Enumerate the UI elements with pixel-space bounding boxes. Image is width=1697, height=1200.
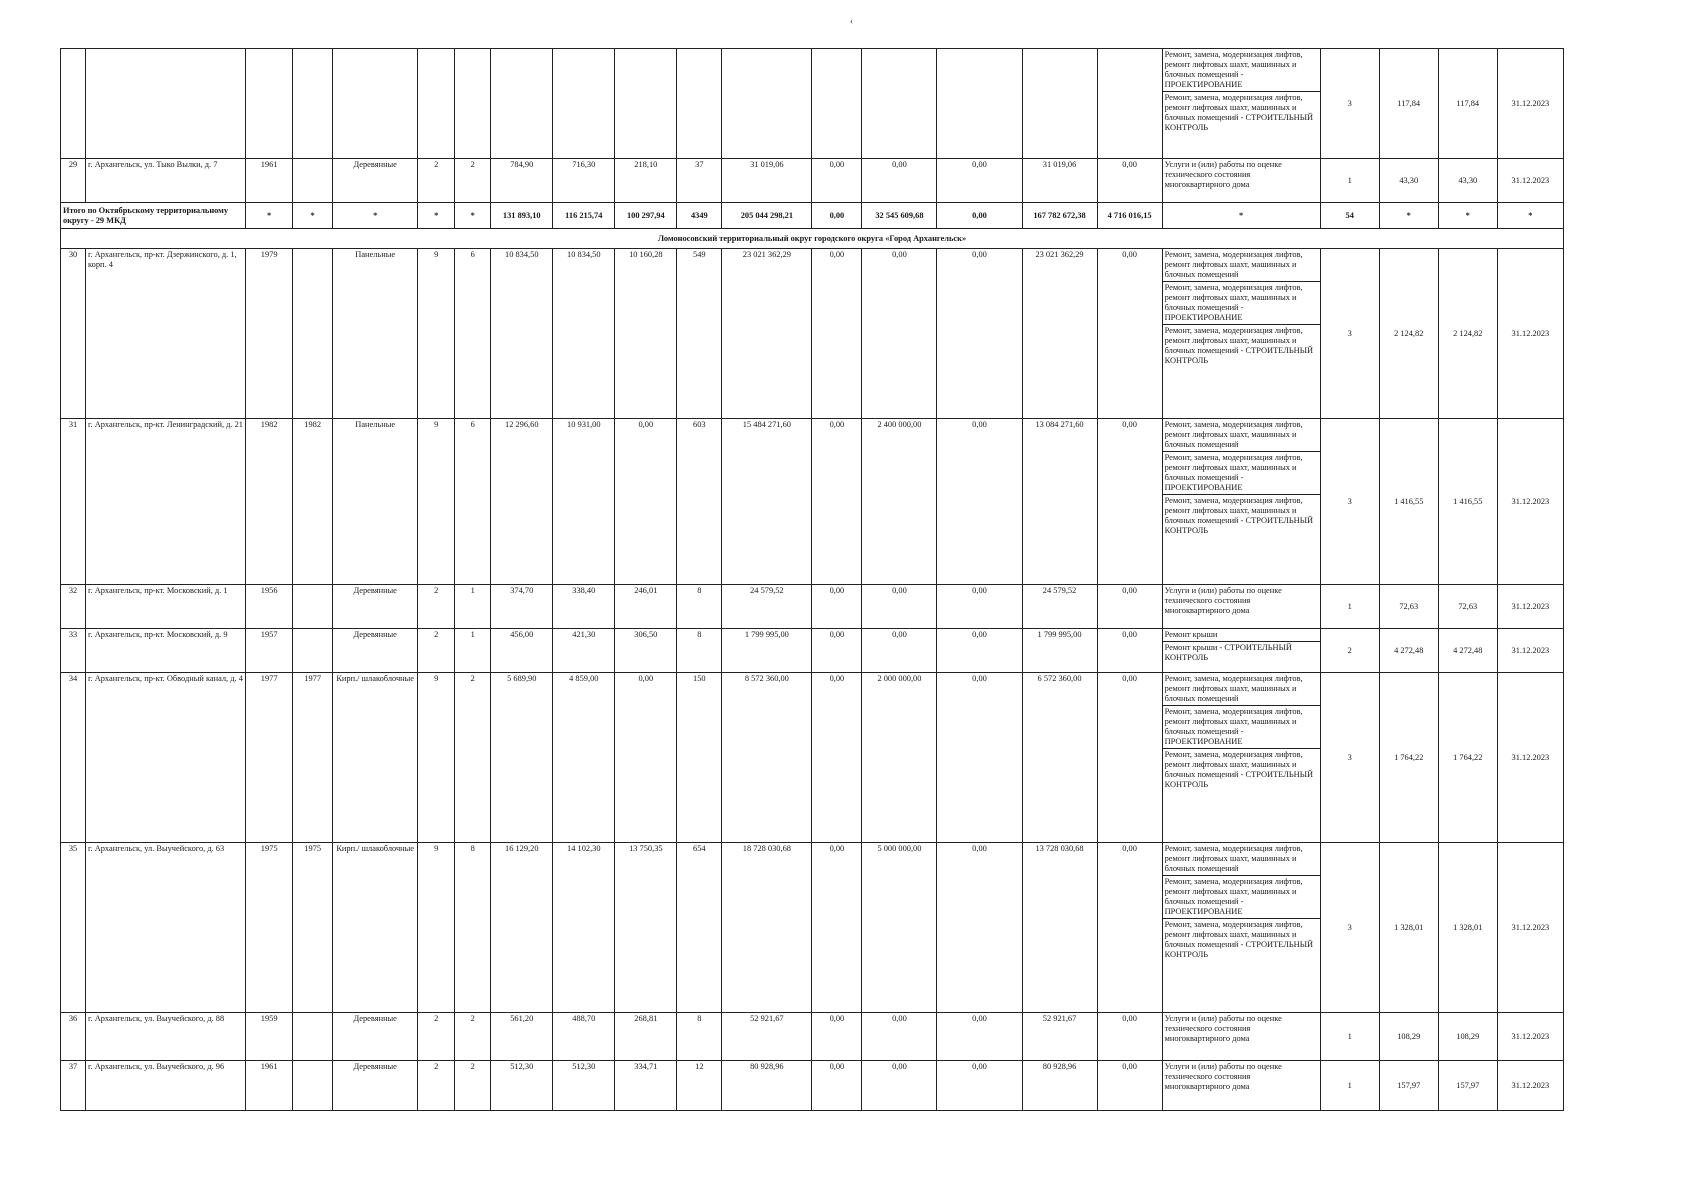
fund-local: 0,00	[937, 673, 1022, 843]
subtotal-star: *	[1497, 203, 1563, 229]
fund-regional: 2 400 000,00	[862, 419, 937, 585]
total-cost: 23 021 362,29	[722, 249, 812, 419]
subtotal-fund-local: 0,00	[937, 203, 1022, 229]
fund-owners: 6 572 360,00	[1022, 673, 1097, 843]
row-number: 32	[61, 585, 86, 629]
work-count: 1	[1320, 1013, 1379, 1061]
subtotal-star: *	[293, 203, 333, 229]
subtotal-residential-area: 100 297,94	[615, 203, 677, 229]
subtotal-premises-area: 116 215,74	[553, 203, 615, 229]
fund-owners: 80 928,96	[1022, 1061, 1097, 1111]
residential-area: 218,10	[615, 159, 677, 203]
completion-date: 31.12.2023	[1497, 843, 1563, 1013]
completion-date: 31.12.2023	[1497, 673, 1563, 843]
capital-repair-table-page	[60, 48, 1564, 1124]
subtotal-star: *	[1379, 203, 1438, 229]
table-row	[61, 249, 1564, 419]
cost-limit: 2 124,82	[1438, 249, 1497, 419]
subtotal-fund-owners: 167 782 672,38	[1022, 203, 1097, 229]
subtotal-total-area: 131 893,10	[491, 203, 553, 229]
fund-federal: 0,00	[812, 419, 862, 585]
address: г. Архангельск, ул. Тыко Вылки, д. 7	[86, 159, 246, 203]
total-area: 10 834,50	[491, 249, 553, 419]
work-item: Ремонт, замена, модернизация лифтов, ремонт лифтовых шахт, машинных и блочных помещений - СТРОИТЕЛЬНЫЙ КОНТРОЛЬ	[1163, 324, 1320, 367]
work-item: Ремонт, замена, модернизация лифтов, ремонт лифтовых шахт, машинных и блочных помещений	[1164, 250, 1303, 279]
fund-local: 0,00	[937, 159, 1022, 203]
completion-date: 31.12.2023	[1497, 1061, 1563, 1111]
fund-local: 0,00	[937, 1013, 1022, 1061]
work-types-cell	[1162, 159, 1320, 203]
cost-per-sqm: 4 272,48	[1379, 629, 1438, 673]
premises-area: 10 834,50	[553, 249, 615, 419]
fund-owners: 24 579,52	[1022, 585, 1097, 629]
build-year: 1975	[246, 843, 293, 1013]
subtotal-fund-other: 4 716 016,15	[1097, 203, 1162, 229]
subtotal-label: Итого по Октябрьскому территориальному округу - 29 МКД	[61, 203, 246, 229]
fund-federal: 0,00	[812, 1013, 862, 1061]
cost-limit: 1 416,55	[1438, 419, 1497, 585]
fund-federal: 0,00	[812, 673, 862, 843]
last-repair-year: 1982	[293, 419, 333, 585]
build-year: 1977	[246, 673, 293, 843]
residents: 37	[677, 159, 722, 203]
fund-regional: 0,00	[862, 1013, 937, 1061]
work-count: 2	[1320, 629, 1379, 673]
fund-regional: 0,00	[862, 585, 937, 629]
completion-date: 31.12.2023	[1497, 249, 1563, 419]
entrances: 1	[455, 629, 491, 673]
subtotal-star: *	[246, 203, 293, 229]
residential-area: 10 160,28	[615, 249, 677, 419]
work-item: Ремонт, замена, модернизация лифтов, ремонт лифтовых шахт, машинных и блочных помещений - ПРОЕКТИРОВАНИЕ	[1164, 50, 1303, 89]
subtotal-star: *	[418, 203, 455, 229]
address: г. Архангельск, пр-кт. Ленинградский, д. 21	[86, 419, 246, 585]
work-item: Ремонт, замена, модернизация лифтов, ремонт лифтовых шахт, машинных и блочных помещений	[1164, 674, 1303, 703]
total-area: 12 296,60	[491, 419, 553, 585]
fund-local: 0,00	[937, 249, 1022, 419]
work-count: 1	[1320, 159, 1379, 203]
fund-federal: 0,00	[812, 1061, 862, 1111]
subtotal-star: *	[1162, 203, 1320, 229]
work-item: Ремонт, замена, модернизация лифтов, ремонт лифтовых шахт, машинных и блочных помещений	[1164, 844, 1303, 873]
table-row	[61, 49, 1564, 159]
premises-area: 512,30	[553, 1061, 615, 1111]
fund-regional: 0,00	[862, 1061, 937, 1111]
entrances: 6	[455, 419, 491, 585]
last-repair-year	[293, 249, 333, 419]
cost-per-sqm: 157,97	[1379, 1061, 1438, 1111]
cost-limit: 117,84	[1438, 49, 1497, 159]
fund-other: 0,00	[1097, 629, 1162, 673]
table-row	[61, 629, 1564, 673]
cost-per-sqm: 2 124,82	[1379, 249, 1438, 419]
floors: 2	[418, 1013, 455, 1061]
last-repair-year: 1977	[293, 673, 333, 843]
entrances: 2	[455, 159, 491, 203]
floors: 2	[418, 159, 455, 203]
fund-owners: 31 019,06	[1022, 159, 1097, 203]
capital-repair-table	[60, 48, 1564, 1111]
premises-area: 716,30	[553, 159, 615, 203]
fund-federal: 0,00	[812, 843, 862, 1013]
fund-regional: 5 000 000,00	[862, 843, 937, 1013]
residential-area: 0,00	[615, 419, 677, 585]
residents: 8	[677, 585, 722, 629]
cost-limit: 1 764,22	[1438, 673, 1497, 843]
fund-regional: 0,00	[862, 629, 937, 673]
work-item: Ремонт, замена, модернизация лифтов, ремонт лифтовых шахт, машинных и блочных помещений - СТРОИТЕЛЬНЫЙ КОНТРОЛЬ	[1163, 494, 1320, 537]
work-count: 3	[1320, 249, 1379, 419]
cost-limit: 72,63	[1438, 585, 1497, 629]
fund-local: 0,00	[937, 1061, 1022, 1111]
wall-material: Кирп./ шлакоблочные	[333, 843, 418, 1013]
work-item: Ремонт, замена, модернизация лифтов, ремонт лифтовых шахт, машинных и блочных помещений - СТРОИТЕЛЬНЫЙ КОНТРОЛЬ	[1163, 918, 1320, 961]
total-area: 561,20	[491, 1013, 553, 1061]
premises-area: 4 859,00	[553, 673, 615, 843]
premises-area: 488,70	[553, 1013, 615, 1061]
work-count: 3	[1320, 419, 1379, 585]
premises-area: 14 102,30	[553, 843, 615, 1013]
row-number: 33	[61, 629, 86, 673]
residents: 8	[677, 629, 722, 673]
completion-date: 31.12.2023	[1497, 419, 1563, 585]
cost-per-sqm: 1 764,22	[1379, 673, 1438, 843]
fund-regional: 0,00	[862, 159, 937, 203]
wall-material: Панельные	[333, 249, 418, 419]
fund-owners: 13 728 030,68	[1022, 843, 1097, 1013]
work-count: 1	[1320, 1061, 1379, 1111]
fund-other: 0,00	[1097, 419, 1162, 585]
floors: 9	[418, 419, 455, 585]
work-item: Ремонт крыши	[1164, 630, 1218, 639]
floors: 9	[418, 673, 455, 843]
cost-per-sqm: 1 416,55	[1379, 419, 1438, 585]
residents: 549	[677, 249, 722, 419]
cost-limit: 43,30	[1438, 159, 1497, 203]
row-number: 35	[61, 843, 86, 1013]
table-row	[61, 1013, 1564, 1061]
residential-area: 306,50	[615, 629, 677, 673]
work-types-cell	[1162, 673, 1320, 843]
subtotal-star: *	[1438, 203, 1497, 229]
residents: 654	[677, 843, 722, 1013]
subtotal-fund-regional: 32 545 609,68	[862, 203, 937, 229]
district-rows	[61, 249, 1564, 1111]
row-number: 36	[61, 1013, 86, 1061]
total-area: 16 129,20	[491, 843, 553, 1013]
fund-other: 0,00	[1097, 249, 1162, 419]
work-item: Ремонт крыши - СТРОИТЕЛЬНЫЙ КОНТРОЛЬ	[1163, 641, 1320, 664]
work-types-cell	[1162, 49, 1320, 159]
address: г. Архангельск, пр-кт. Обводный канал, д. 4	[86, 673, 246, 843]
residential-area: 0,00	[615, 673, 677, 843]
fund-local: 0,00	[937, 419, 1022, 585]
work-types-cell	[1162, 419, 1320, 585]
build-year: 1956	[246, 585, 293, 629]
work-types-cell	[1162, 1061, 1320, 1111]
work-item: Ремонт, замена, модернизация лифтов, ремонт лифтовых шахт, машинных и блочных помещений	[1164, 420, 1303, 449]
residents: 603	[677, 419, 722, 585]
fund-owners: 52 921,67	[1022, 1013, 1097, 1061]
cost-limit: 4 272,48	[1438, 629, 1497, 673]
total-area: 5 689,90	[491, 673, 553, 843]
work-item: Ремонт, замена, модернизация лифтов, ремонт лифтовых шахт, машинных и блочных помещений - ПРОЕКТИРОВАНИЕ	[1163, 281, 1320, 324]
fund-regional: 2 000 000,00	[862, 673, 937, 843]
completion-date: 31.12.2023	[1497, 629, 1563, 673]
total-cost: 8 572 360,00	[722, 673, 812, 843]
table-row	[61, 673, 1564, 843]
subtotal-star: *	[333, 203, 418, 229]
build-year: 1957	[246, 629, 293, 673]
last-repair-year	[293, 1061, 333, 1111]
residential-area: 334,71	[615, 1061, 677, 1111]
fund-federal: 0,00	[812, 629, 862, 673]
work-types-cell	[1162, 1013, 1320, 1061]
floors: 2	[418, 1061, 455, 1111]
fund-federal: 0,00	[812, 249, 862, 419]
wall-material: Деревянные	[333, 159, 418, 203]
premises-area: 338,40	[553, 585, 615, 629]
wall-material: Панельные	[333, 419, 418, 585]
last-repair-year	[293, 1013, 333, 1061]
total-cost: 52 921,67	[722, 1013, 812, 1061]
last-repair-year	[293, 159, 333, 203]
build-year: 1959	[246, 1013, 293, 1061]
address: г. Архангельск, ул. Выучейского, д. 96	[86, 1061, 246, 1111]
cost-per-sqm: 72,63	[1379, 585, 1438, 629]
fund-owners: 1 799 995,00	[1022, 629, 1097, 673]
entrances: 6	[455, 249, 491, 419]
address: г. Архангельск, ул. Выучейского, д. 88	[86, 1013, 246, 1061]
residential-area: 246,01	[615, 585, 677, 629]
row-number: 30	[61, 249, 86, 419]
total-cost: 31 019,06	[722, 159, 812, 203]
subtotal-fund-federal: 0,00	[812, 203, 862, 229]
entrances: 8	[455, 843, 491, 1013]
build-year: 1961	[246, 159, 293, 203]
build-year: 1982	[246, 419, 293, 585]
floors: 2	[418, 629, 455, 673]
row-number: 34	[61, 673, 86, 843]
entrances: 2	[455, 673, 491, 843]
work-item: Ремонт, замена, модернизация лифтов, ремонт лифтовых шахт, машинных и блочных помещений - ПРОЕКТИРОВАНИЕ	[1163, 451, 1320, 494]
row-number: 37	[61, 1061, 86, 1111]
work-types-cell	[1162, 585, 1320, 629]
fund-other: 0,00	[1097, 1013, 1162, 1061]
residents: 8	[677, 1013, 722, 1061]
total-area: 512,30	[491, 1061, 553, 1111]
cost-limit: 1 328,01	[1438, 843, 1497, 1013]
completion-date: 31.12.2023	[1497, 49, 1563, 159]
work-count: 3	[1320, 49, 1379, 159]
address: г. Архангельск, ул. Выучейского, д. 63	[86, 843, 246, 1013]
subtotal-residents: 4349	[677, 203, 722, 229]
fund-local: 0,00	[937, 843, 1022, 1013]
cost-per-sqm: 43,30	[1379, 159, 1438, 203]
premises-area: 10 931,00	[553, 419, 615, 585]
work-types-cell	[1162, 629, 1320, 673]
table-row	[61, 159, 1564, 203]
build-year: 1961	[246, 1061, 293, 1111]
work-item: Услуги и (или) работы по оценке технического состояния многоквартирного дома	[1164, 586, 1282, 615]
total-area: 784,90	[491, 159, 553, 203]
section-header-row	[61, 229, 1564, 249]
cost-limit: 157,97	[1438, 1061, 1497, 1111]
entrances: 1	[455, 585, 491, 629]
last-repair-year	[293, 585, 333, 629]
wall-material: Деревянные	[333, 585, 418, 629]
cost-limit: 108,29	[1438, 1013, 1497, 1061]
work-count: 3	[1320, 843, 1379, 1013]
work-item: Услуги и (или) работы по оценке технического состояния многоквартирного дома	[1164, 1014, 1282, 1043]
row-number: 29	[61, 159, 86, 203]
table-row	[61, 585, 1564, 629]
residents: 12	[677, 1061, 722, 1111]
wall-material: Деревянные	[333, 1013, 418, 1061]
completion-date: 31.12.2023	[1497, 585, 1563, 629]
total-cost: 18 728 030,68	[722, 843, 812, 1013]
completion-date: 31.12.2023	[1497, 1013, 1563, 1061]
residential-area: 13 750,35	[615, 843, 677, 1013]
premises-area: 421,30	[553, 629, 615, 673]
table-row	[61, 419, 1564, 585]
address: г. Архангельск, пр-кт. Дзержинского, д. 1, корп. 4	[86, 249, 246, 419]
fund-other: 0,00	[1097, 1061, 1162, 1111]
fund-local: 0,00	[937, 629, 1022, 673]
entrances: 2	[455, 1013, 491, 1061]
floors: 2	[418, 585, 455, 629]
fund-federal: 0,00	[812, 159, 862, 203]
work-types-cell	[1162, 843, 1320, 1013]
last-repair-year: 1975	[293, 843, 333, 1013]
fund-other: 0,00	[1097, 585, 1162, 629]
entrances: 2	[455, 1061, 491, 1111]
subtotal-count: 54	[1320, 203, 1379, 229]
section-title: Ломоносовский территориальный округ городского округа «Город Архангельск»	[61, 229, 1564, 249]
subtotal-total-cost: 205 044 298,21	[722, 203, 812, 229]
fund-local: 0,00	[937, 585, 1022, 629]
fund-other: 0,00	[1097, 843, 1162, 1013]
work-types-cell	[1162, 249, 1320, 419]
fund-other: 0,00	[1097, 159, 1162, 203]
work-count: 3	[1320, 673, 1379, 843]
last-repair-year	[293, 629, 333, 673]
page-mark: ‹	[850, 16, 853, 26]
cost-per-sqm: 1 328,01	[1379, 843, 1438, 1013]
address: г. Архангельск, пр-кт. Московский, д. 1	[86, 585, 246, 629]
floors: 9	[418, 843, 455, 1013]
fund-owners: 13 084 271,60	[1022, 419, 1097, 585]
subtotal-star: *	[455, 203, 491, 229]
address: г. Архангельск, пр-кт. Московский, д. 9	[86, 629, 246, 673]
work-item: Ремонт, замена, модернизация лифтов, ремонт лифтовых шахт, машинных и блочных помещений - СТРОИТЕЛЬНЫЙ КОНТРОЛЬ	[1163, 748, 1320, 791]
wall-material: Деревянные	[333, 1061, 418, 1111]
work-count: 1	[1320, 585, 1379, 629]
subtotal-row	[61, 203, 1564, 229]
cost-per-sqm: 108,29	[1379, 1013, 1438, 1061]
total-cost: 80 928,96	[722, 1061, 812, 1111]
work-item: Услуги и (или) работы по оценке технического состояния многоквартирного дома	[1164, 160, 1282, 189]
total-cost: 15 484 271,60	[722, 419, 812, 585]
residential-area: 268,81	[615, 1013, 677, 1061]
wall-material: Кирп./ шлакоблочные	[333, 673, 418, 843]
total-area: 374,70	[491, 585, 553, 629]
build-year: 1979	[246, 249, 293, 419]
table-row	[61, 1061, 1564, 1111]
total-cost: 1 799 995,00	[722, 629, 812, 673]
total-cost: 24 579,52	[722, 585, 812, 629]
total-area: 456,00	[491, 629, 553, 673]
work-item: Ремонт, замена, модернизация лифтов, ремонт лифтовых шахт, машинных и блочных помещений - СТРОИТЕЛЬНЫЙ КОНТРОЛЬ	[1163, 91, 1320, 134]
floors: 9	[418, 249, 455, 419]
row-number: 31	[61, 419, 86, 585]
cost-per-sqm: 117,84	[1379, 49, 1438, 159]
fund-regional: 0,00	[862, 249, 937, 419]
work-item: Ремонт, замена, модернизация лифтов, ремонт лифтовых шахт, машинных и блочных помещений - ПРОЕКТИРОВАНИЕ	[1163, 705, 1320, 748]
fund-other: 0,00	[1097, 673, 1162, 843]
residents: 150	[677, 673, 722, 843]
completion-date: 31.12.2023	[1497, 159, 1563, 203]
table-row	[61, 843, 1564, 1013]
work-item: Услуги и (или) работы по оценке технического состояния многоквартирного дома	[1164, 1062, 1282, 1091]
wall-material: Деревянные	[333, 629, 418, 673]
fund-owners: 23 021 362,29	[1022, 249, 1097, 419]
work-item: Ремонт, замена, модернизация лифтов, ремонт лифтовых шахт, машинных и блочных помещений - ПРОЕКТИРОВАНИЕ	[1163, 875, 1320, 918]
fund-federal: 0,00	[812, 585, 862, 629]
